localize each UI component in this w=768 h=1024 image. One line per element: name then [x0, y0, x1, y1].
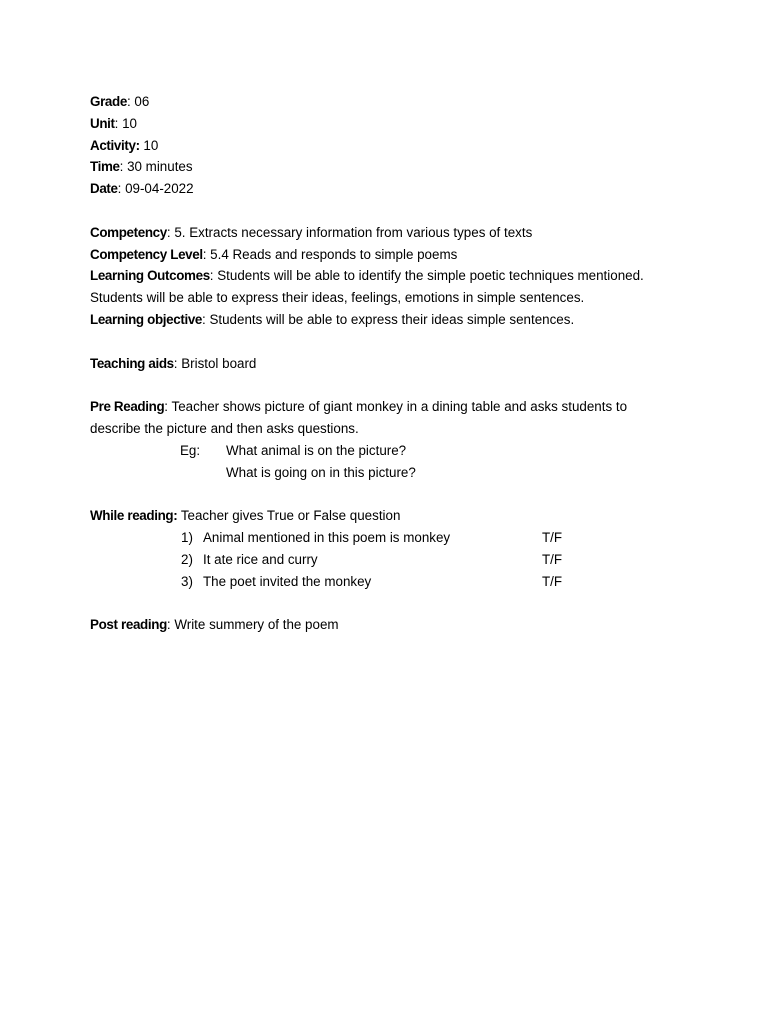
activity-label: Activity: — [90, 137, 140, 153]
while-reading-value: Teacher gives True or False question — [177, 508, 401, 524]
learning-outcomes-value: : Students will be able to identify the simple poetic techniques mentioned. — [209, 268, 644, 284]
question-answer-tf: T/F — [542, 551, 563, 567]
example-question: What is going on in this picture? — [226, 464, 416, 480]
question-number: 2) — [181, 551, 193, 567]
date-value: : 09-04-2022 — [117, 181, 194, 197]
question-row — [90, 571, 690, 593]
pre-reading-value: : Teacher shows picture of giant monkey in a dining table and asks students to — [164, 399, 628, 415]
post-reading-line — [90, 614, 690, 636]
while-reading-line — [90, 505, 690, 527]
competency-line — [90, 222, 690, 244]
learning-objective-value: : Students will be able to express their ideas simple sentences. — [202, 311, 575, 327]
example-question: What animal is on the picture? — [226, 442, 407, 458]
competency-level-label: Competency Level — [90, 246, 203, 262]
competency-level-line — [90, 244, 690, 266]
spacer — [90, 200, 690, 222]
learning-outcomes-label: Learning Outcomes — [90, 268, 210, 284]
example-row — [90, 440, 690, 462]
competency-label: Competency — [90, 224, 167, 240]
spacer — [90, 331, 690, 353]
unit-line — [90, 113, 690, 135]
teaching-aids-label: Teaching aids — [90, 355, 174, 371]
activity-value: 10 — [139, 137, 159, 153]
learning-objective-line — [90, 309, 690, 331]
unit-value: : 10 — [114, 115, 137, 131]
example-label: Eg: — [180, 442, 201, 458]
post-reading-value: : Write summery of the poem — [166, 617, 339, 633]
activity-line — [90, 135, 690, 157]
spacer — [90, 483, 690, 505]
question-number: 3) — [181, 573, 193, 589]
teaching-aids-value: : Bristol board — [173, 355, 257, 371]
question-text: Animal mentioned in this poem is monkey — [203, 529, 451, 545]
competency-value: : 5. Extracts necessary information from various types of texts — [166, 224, 533, 240]
spacer — [90, 592, 690, 614]
post-reading-label: Post reading — [90, 617, 167, 633]
competency-level-value: : 5.4 Reads and responds to simple poems — [202, 246, 458, 262]
date-label: Date — [90, 181, 118, 197]
grade-line — [90, 91, 690, 113]
pre-reading-label: Pre Reading — [90, 399, 165, 415]
question-text: The poet invited the monkey — [203, 573, 372, 589]
question-row — [90, 527, 690, 549]
pre-reading-continuation: describe the picture and then asks questions. — [90, 420, 359, 436]
lesson-plan-document — [90, 91, 690, 636]
learning-objective-label: Learning objective — [90, 311, 203, 327]
spacer — [90, 374, 690, 396]
learning-outcomes-continuation: Students will be able to express their ideas, feelings, emotions in simple sentences. — [90, 290, 585, 306]
learning-outcomes-line — [90, 265, 690, 287]
grade-label: Grade — [90, 94, 127, 109]
unit-label: Unit — [90, 115, 115, 131]
example-row — [90, 462, 690, 484]
date-line — [90, 178, 690, 200]
time-line — [90, 156, 690, 178]
question-number: 1) — [181, 529, 193, 545]
question-row — [90, 549, 690, 571]
teaching-aids-line — [90, 353, 690, 375]
time-value: : 30 minutes — [119, 159, 193, 175]
grade-value: : 06 — [126, 94, 150, 109]
question-answer-tf: T/F — [542, 529, 563, 545]
question-text: It ate rice and curry — [203, 551, 318, 567]
question-answer-tf: T/F — [542, 573, 563, 589]
time-label: Time — [90, 159, 120, 175]
while-reading-label: While reading: — [90, 508, 178, 524]
pre-reading-line — [90, 396, 690, 418]
